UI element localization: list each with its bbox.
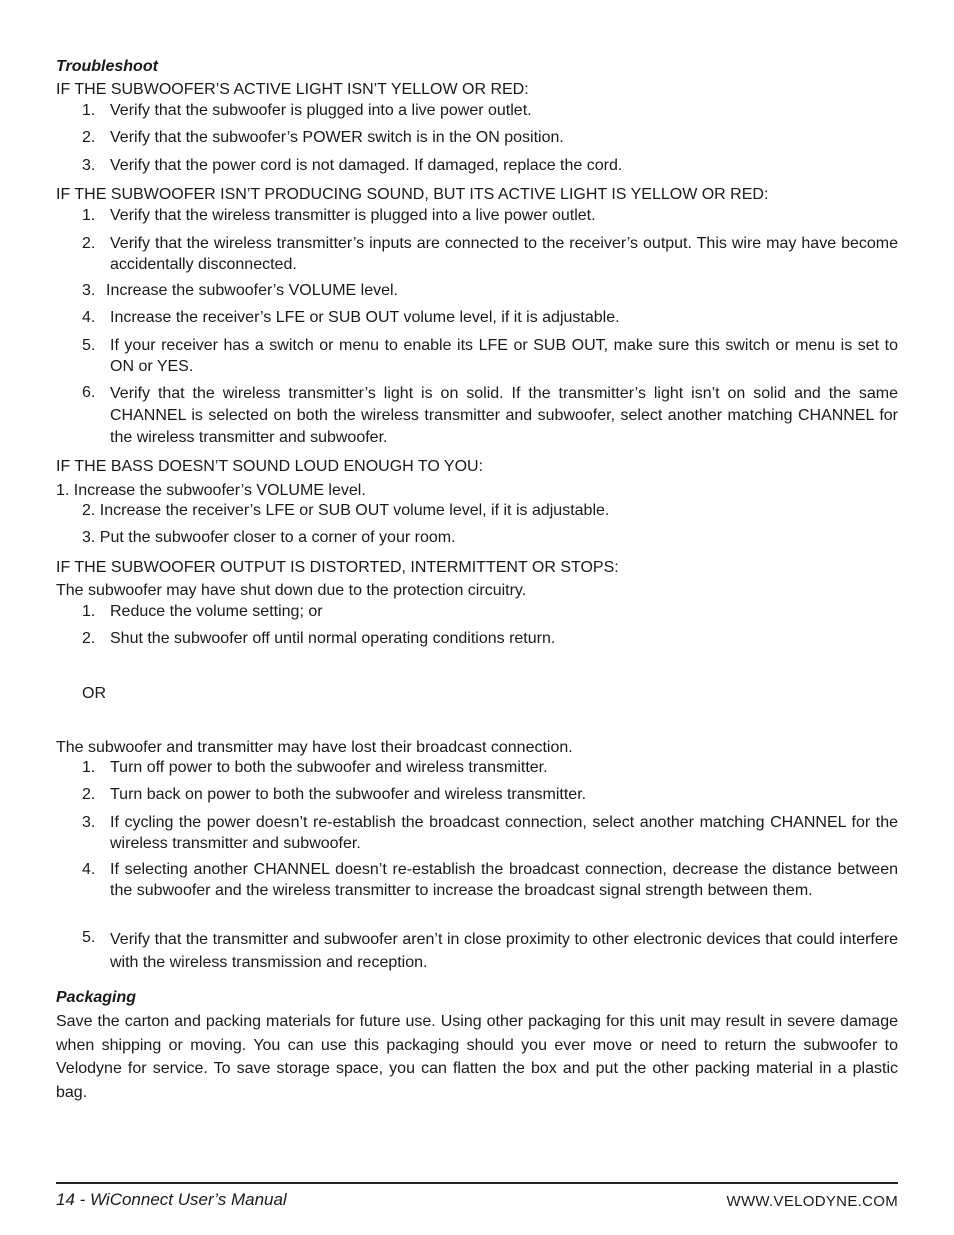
list-item: Turn off power to both the subwoofer and wireless transmitter. [110,759,548,776]
list-number: 3. [82,814,96,831]
list-item: Verify that the wireless transmitter’s inputs are connected to the receiver’s output. This wire may have become accidentally disconnected. [110,235,898,273]
list-number: 2. [82,630,96,647]
or-label: OR [82,685,106,702]
footer-page-label: 14 - WiConnect User’s Manual [56,1190,287,1209]
list-item: Reduce the volume setting; or [110,603,323,620]
list-number: 1. [82,102,96,119]
footer-rule [56,1182,898,1184]
list-number: 2. [82,235,96,252]
list-item: If cycling the power doesn’t re-establish the broadcast connection, select another matching CHANNEL for the wireless transmitter and subwoofer. [110,814,898,852]
list-item: Verify that the wireless transmitter’s light is on solid. If the transmitter’s light isn’t on solid and the same CHANNEL is selected on both the wireless transmitter and subwoofer, select another matching CHANNEL for the wireless transmitter and subwoofer. [110,385,898,446]
list-number: 5. [82,929,96,946]
list-number: 2. [82,786,96,803]
list-item: Verify that the subwoofer’s POWER switch is in the ON position. [110,129,564,146]
packaging-text: Save the carton and packing materials for future use. Using other packaging for this unit may result in severe damage when shipping or moving. You can use this packaging should you ever move or need to return the subwoofer to Velodyne for service. To save storage space, you can flatten the box and put the other packing material in a plastic bag. [56,1013,898,1101]
list-item: Verify that the transmitter and subwoofer aren’t in close proximity to other electronic devices that could interfere with the wireless transmission and reception. [110,931,898,971]
section-title: IF THE SUBWOOFER OUTPUT IS DISTORTED, INTERMITTENT OR STOPS: [56,559,619,576]
list-number: 6. [82,384,96,401]
list-item: 3. Put the subwoofer closer to a corner of your room. [82,529,456,546]
list-item: Shut the subwoofer off until normal operating conditions return. [110,630,556,647]
troubleshoot-heading: Troubleshoot [56,58,158,75]
list-item: 1. Increase the subwoofer’s VOLUME level. [56,482,366,499]
list-number: 1. [82,759,96,776]
list-number: 2. [82,129,96,146]
list-number: 1. [82,207,96,224]
list-item: Increase the receiver’s LFE or SUB OUT volume level, if it is adjustable. [110,309,620,326]
section-intro: The subwoofer and transmitter may have lost their broadcast connection. [56,739,573,756]
list-item: 2. Increase the receiver’s LFE or SUB OUT volume level, if it is adjustable. [82,502,610,519]
list-item: Turn back on power to both the subwoofer and wireless transmitter. [110,786,587,803]
list-item: Verify that the subwoofer is plugged into a live power outlet. [110,102,532,119]
list-item: Verify that the power cord is not damaged. If damaged, replace the cord. [110,157,623,174]
section-title: IF THE SUBWOOFER ISN’T PRODUCING SOUND, BUT ITS ACTIVE LIGHT IS YELLOW OR RED: [56,186,769,203]
packaging-heading: Packaging [56,989,137,1006]
list-number: 3. [82,282,96,299]
list-number: 5. [82,337,96,354]
section-title: IF THE BASS DOESN’T SOUND LOUD ENOUGH TO YOU: [56,458,484,475]
list-number: 1. [82,603,96,620]
list-item: Increase the subwoofer’s VOLUME level. [106,282,398,299]
list-number: 4. [82,861,96,878]
list-item: If your receiver has a switch or menu to enable its LFE or SUB OUT, make sure this switch or menu is set to ON or YES. [110,337,898,375]
section-title: IF THE SUBWOOFER’S ACTIVE LIGHT ISN’T YELLOW OR RED: [56,81,529,98]
list-item: If selecting another CHANNEL doesn’t re-establish the broadcast connection, decrease the distance between the subwoofer and the wireless transmitter to increase the broadcast signal strength between them. [110,861,898,899]
list-number: 4. [82,309,96,326]
section-intro: The subwoofer may have shut down due to the protection circuitry. [56,582,527,599]
list-item: Verify that the wireless transmitter is plugged into a live power outlet. [110,207,596,224]
footer-website[interactable]: WWW.VELODYNE.COM [726,1193,898,1210]
list-number: 3. [82,157,96,174]
